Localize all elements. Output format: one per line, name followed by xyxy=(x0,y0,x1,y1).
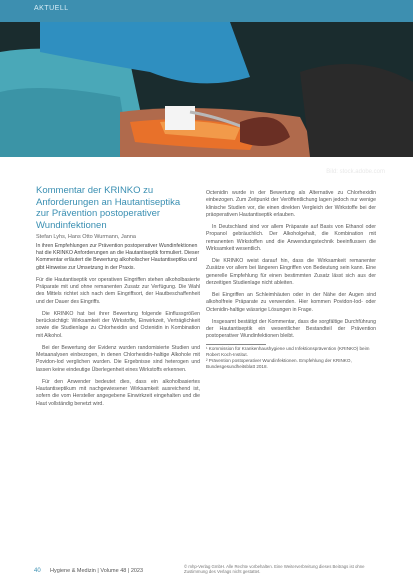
surgery-image xyxy=(0,22,413,157)
header-photo xyxy=(0,22,413,175)
footnote-divider xyxy=(206,344,266,345)
body-paragraph: Bei Eingriffen an Schleimhäuten oder in der Nähe der Augen sind alkoholfreie Präparate zu verwenden. Hier kommen Povidon-Iod- oder Octenidin-haltige wässrige Lösungen in Frage. xyxy=(206,292,376,313)
page-footer xyxy=(34,564,379,578)
body-paragraph: Bei der Bewertung der Evidenz wurden randomisierte Studien und Metaanalysen einbezogen, in denen Chlorhexidin-haltige Alkohole mit Povidon-Iod verglichen wurden. Die Ergebnisse sind heterogen und lassen keine eindeutige Überlegenheit eines Wirkstoffs erkennen. xyxy=(36,345,200,373)
article-lead: In ihren Empfehlungen zur Prävention postoperativer Wundinfektionen hat die KRINKO Anforderungen an die Hautantiseptik formuliert. Dieser Kommentar erläutert die Bewertung alkoholischer Hautantiseptika und gibt Hinweise zur Umsetzung in der Praxis. xyxy=(36,243,200,271)
body-paragraph: Die KRINKO weist darauf hin, dass die Wirksamkeit remanenter Zusätze vor allem bei längeren Eingriffen von Bedeutung sein kann. Eine generelle Empfehlung für einen bestimmten Zusatz lässt sich aus der derzeitigen Studienlage nicht ableiten. xyxy=(206,258,376,286)
footnote: ¹ Kommission für Krankenhaushygiene und Infektionsprävention (KRINKO) beim Robert Koch-Institut. xyxy=(206,346,370,358)
title-line: Kommentar der KRINKO zu xyxy=(36,185,154,196)
body-paragraph: Octenidin wurde in der Bewertung als Alternative zu Chlorhexidin einbezogen. Zum Zeitpunkt der Veröffentlichung lagen jedoch nur wenige klinische Studien vor, die einen direkten Vergleich der Wirkstoffe bei der präoperativen Hautantiseptik erlauben. xyxy=(206,190,376,218)
body-paragraph: Insgesamt bestätigt der Kommentar, dass die sorgfältige Durchführung der Hautantiseptik ein wesentlicher Bestandteil der Prävention postoperativer Wundinfektionen bleibt. xyxy=(206,318,376,340)
body-paragraph: Für den Anwender bedeutet dies, dass ein alkoholbasiertes Hautantiseptikum mit nachgewiesener Wirksamkeit ausreichend ist, sofern die vom Hersteller angegebene Einwirkzeit eingehalten und die Haut vollständig benetzt wird. xyxy=(36,379,200,407)
copyright-notice: © mhp-Verlag GmbH. Alle Rechte vorbehalten. Eine Weiterverbreitung dieses Beitrags ist ohne Zustimmung des Verlags nicht gestattet. xyxy=(184,564,365,575)
left-column xyxy=(36,185,200,409)
article-authors: Stefan Lyhs, Hans Otto Wurmann, Janna xyxy=(36,234,136,240)
body-paragraph: Die KRINKO hat bei ihrer Bewertung folgende Einflussgrößen berücksichtigt: Wirksamkeit der Wirkstoffe, Einwirkzeit, Verträglichkeit sowie die Studienlage zu Chlorhexidin und Octenidin in Kombination mit Alkohol. xyxy=(36,311,200,339)
title-line: Anforderungen an Hautantiseptika xyxy=(36,196,181,208)
photo-credit: Bild: stock.adobe.com xyxy=(326,169,385,175)
body-paragraph: In Deutschland sind vor allem Präparate auf Basis von Ethanol oder Propanol gebräuchlich. Der Alkoholgehalt, die Kombination mit remanenten Wirkstoffen und die Anwendungstechnik beeinflussen die Wirksamkeit wesentlich. xyxy=(206,224,376,252)
journal-name: Hygiene & Medizin | Volume 48 | 2023 xyxy=(50,568,144,574)
page-number: 40 xyxy=(34,568,41,574)
top-bar xyxy=(0,0,413,22)
body-paragraph: Für die Hautantiseptik vor operativen Eingriffen stehen alkoholbasierte Präparate mit und ohne remanenten Zusatz zur Verfügung. Die Wahl des Mittels richtet sich nach dem Eingriffsort, der Hautbeschaffenheit und der Dauer des Eingriffs. xyxy=(36,277,200,305)
footnote: ² Prävention postoperativer Wundinfektionen. Empfehlung der KRINKO, Bundesgesundheitsblatt 2018. xyxy=(206,358,352,370)
right-column xyxy=(206,185,376,370)
title-line: Wundinfektionen xyxy=(36,219,107,231)
article-title xyxy=(36,185,200,231)
title-line: zur Prävention postoperativer xyxy=(36,208,161,219)
section-label: AKTUELL xyxy=(34,5,69,12)
